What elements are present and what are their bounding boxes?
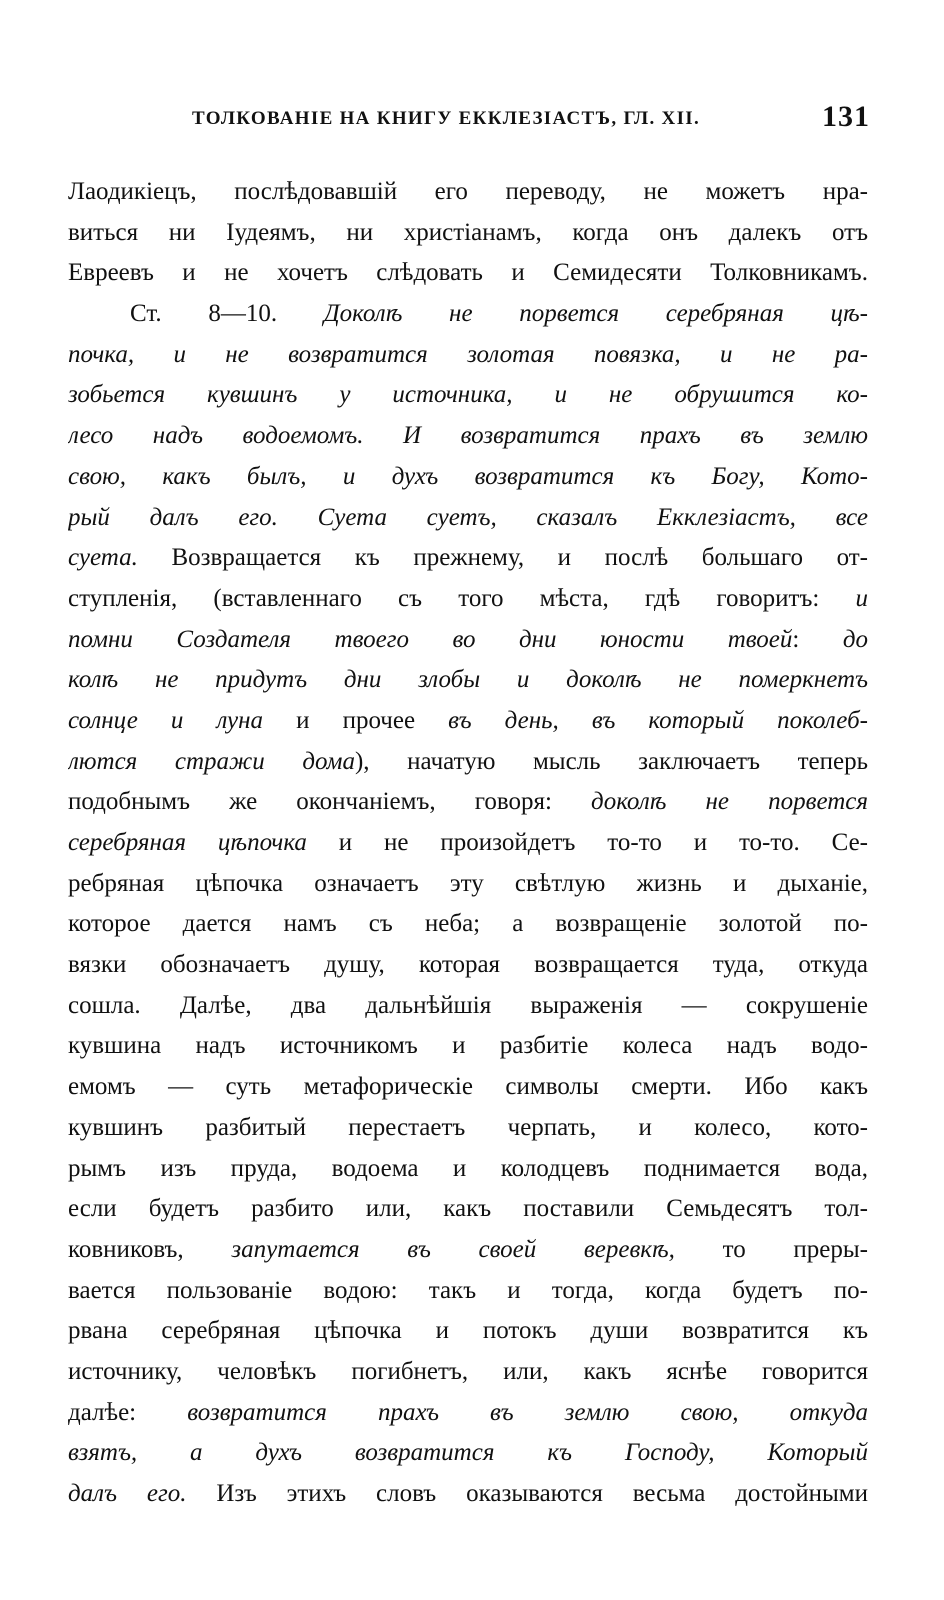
- italic-text: колѣ не придутъ дни злобы и доколѣ не померкнетъ: [68, 666, 868, 694]
- italic-text: запутается въ своей веревкѣ,: [231, 1235, 675, 1263]
- text-line: [68, 864, 868, 905]
- text-line: [68, 660, 868, 701]
- italic-text: свою, какъ былъ, и духъ возвратится къ Богу, Кото-: [68, 462, 868, 490]
- text-line: [68, 986, 868, 1027]
- text-line: [68, 620, 868, 661]
- text-line: [68, 498, 868, 539]
- italic-text: лются стражи дома: [68, 747, 355, 775]
- italic-text: зобьется кувшинъ у источника, и не обрушится ко-: [68, 381, 868, 409]
- text-segment: которое дается намъ съ неба; а возвращеніе золотой по-: [68, 910, 868, 938]
- text-line: [68, 1393, 868, 1434]
- text-line: [68, 742, 868, 783]
- text-segment: если будетъ разбито или, какъ поставили Семьдесятъ тол-: [68, 1195, 868, 1223]
- text-segment: подобнымъ же окончаніемъ, говоря:: [68, 788, 592, 816]
- text-line: [68, 1352, 868, 1393]
- text-segment: сошла. Далѣе, два дальнѣйшія выраженія — сокрушеніе: [68, 991, 868, 1019]
- text-line: [68, 1311, 868, 1352]
- text-line: [68, 1474, 868, 1515]
- text-line: [68, 253, 868, 294]
- italic-text: и: [855, 584, 868, 612]
- italic-text: серебряная цѣпочка: [68, 829, 339, 856]
- text-line: [68, 1189, 868, 1230]
- page-header: [192, 100, 870, 140]
- text-line: [68, 457, 868, 498]
- text-line: [68, 335, 868, 376]
- text-segment: далѣе:: [68, 1398, 188, 1426]
- page-number: 131: [822, 100, 870, 133]
- text-segment: то преры-: [674, 1235, 868, 1263]
- text-segment: Возвращается къ прежнему, и послѣ большаго от-: [171, 544, 868, 572]
- text-segment: емомъ — суть метафорическіе символы смерти. Ибо какъ: [68, 1073, 868, 1101]
- italic-text: рый далъ его. Суета суетъ, сказалъ Екклезіастъ, все: [68, 503, 868, 531]
- italic-text: до: [842, 625, 868, 653]
- italic-text: лесо надъ водоемомъ. И возвратится прахъ въ землю: [68, 422, 868, 450]
- text-segment: ступленія, (вставленнаго съ того мѣста, гдѣ говоритъ:: [68, 584, 856, 612]
- italic-text: почка, и не возвратится золотая повязка, и не ра-: [68, 340, 868, 368]
- italic-text: далъ его.: [68, 1480, 217, 1507]
- text-segment: Лаодикіецъ, послѣдовавшій его переводу, не можетъ нра-: [68, 178, 868, 205]
- text-segment: рвана серебряная цѣпочка и потокъ души возвратится къ: [68, 1317, 868, 1345]
- italic-text: взятъ, а духъ возвратится къ Господу, Который: [68, 1439, 868, 1467]
- text-line: [68, 1271, 868, 1312]
- text-segment: вается пользованіе водою: такъ и тогда, когда будетъ по-: [68, 1276, 868, 1304]
- text-segment: и прочее: [296, 706, 449, 734]
- text-line: [68, 701, 868, 742]
- text-line: [68, 416, 868, 457]
- italic-text: суета.: [68, 544, 172, 572]
- text-line: [68, 538, 868, 579]
- text-segment: ковниковъ,: [68, 1235, 232, 1263]
- text-segment: :: [792, 625, 843, 653]
- text-segment: кувшинъ разбитый перестаетъ черпать, и колесо, кото-: [68, 1113, 868, 1141]
- text-line: [68, 172, 868, 213]
- text-line: [68, 1230, 868, 1271]
- text-line: [68, 823, 868, 864]
- italic-text: въ день, въ который поколеб-: [448, 706, 868, 734]
- body-text: [68, 172, 868, 1515]
- italic-text: помни Создателя твоего во дни юности твоей: [68, 625, 793, 653]
- text-line: [68, 1108, 868, 1149]
- text-segment: и не произойдетъ то-то и то-то. Се-: [338, 829, 868, 856]
- text-line: [68, 1067, 868, 1108]
- text-segment: виться ни Іудеямъ, ни христіанамъ, когда онъ далекъ отъ: [68, 218, 868, 246]
- text-segment: Изъ этихъ словъ оказываются весьма достойными: [216, 1480, 868, 1507]
- text-line: [68, 1149, 868, 1190]
- text-line: [68, 213, 868, 254]
- italic-text: возвратится прахъ въ землю свою, откуда: [187, 1398, 868, 1426]
- text-line: [68, 579, 868, 620]
- italic-text: Доколѣ не порвется серебряная цѣ-: [323, 300, 868, 328]
- italic-text: солнце и луна: [68, 706, 297, 734]
- text-segment: Ст. 8—10.: [130, 300, 324, 328]
- text-line: [68, 1026, 868, 1067]
- text-line: [68, 945, 868, 986]
- italic-text: доколѣ не порвется: [591, 788, 868, 816]
- running-title: ТОЛКОВАНІЕ НА КНИГУ ЕККЛЕЗІАСТЪ, ГЛ. XII.: [192, 108, 701, 129]
- text-segment: рымъ изъ пруда, водоема и колодцевъ поднимается вода,: [68, 1154, 868, 1182]
- text-segment: источнику, человѣкъ погибнетъ, или, какъ яснѣе говорится: [68, 1357, 868, 1385]
- text-line: [68, 1433, 868, 1474]
- text-line: [68, 294, 868, 335]
- text-segment: кувшина надъ источникомъ и разбитіе колеса надъ водо-: [68, 1032, 868, 1060]
- text-segment: ребряная цѣпочка означаетъ эту свѣтлую жизнь и дыханіе,: [68, 869, 868, 897]
- text-segment: ), начатую мысль заключаетъ теперь: [354, 747, 868, 775]
- text-segment: вязки обозначаетъ душу, которая возвращается туда, откуда: [68, 951, 868, 979]
- text-segment: Евреевъ и не хочетъ слѣдовать и Семидесяти Толковникамъ.: [68, 259, 868, 287]
- text-line: [68, 904, 868, 945]
- text-line: [68, 782, 868, 823]
- text-line: [68, 375, 868, 416]
